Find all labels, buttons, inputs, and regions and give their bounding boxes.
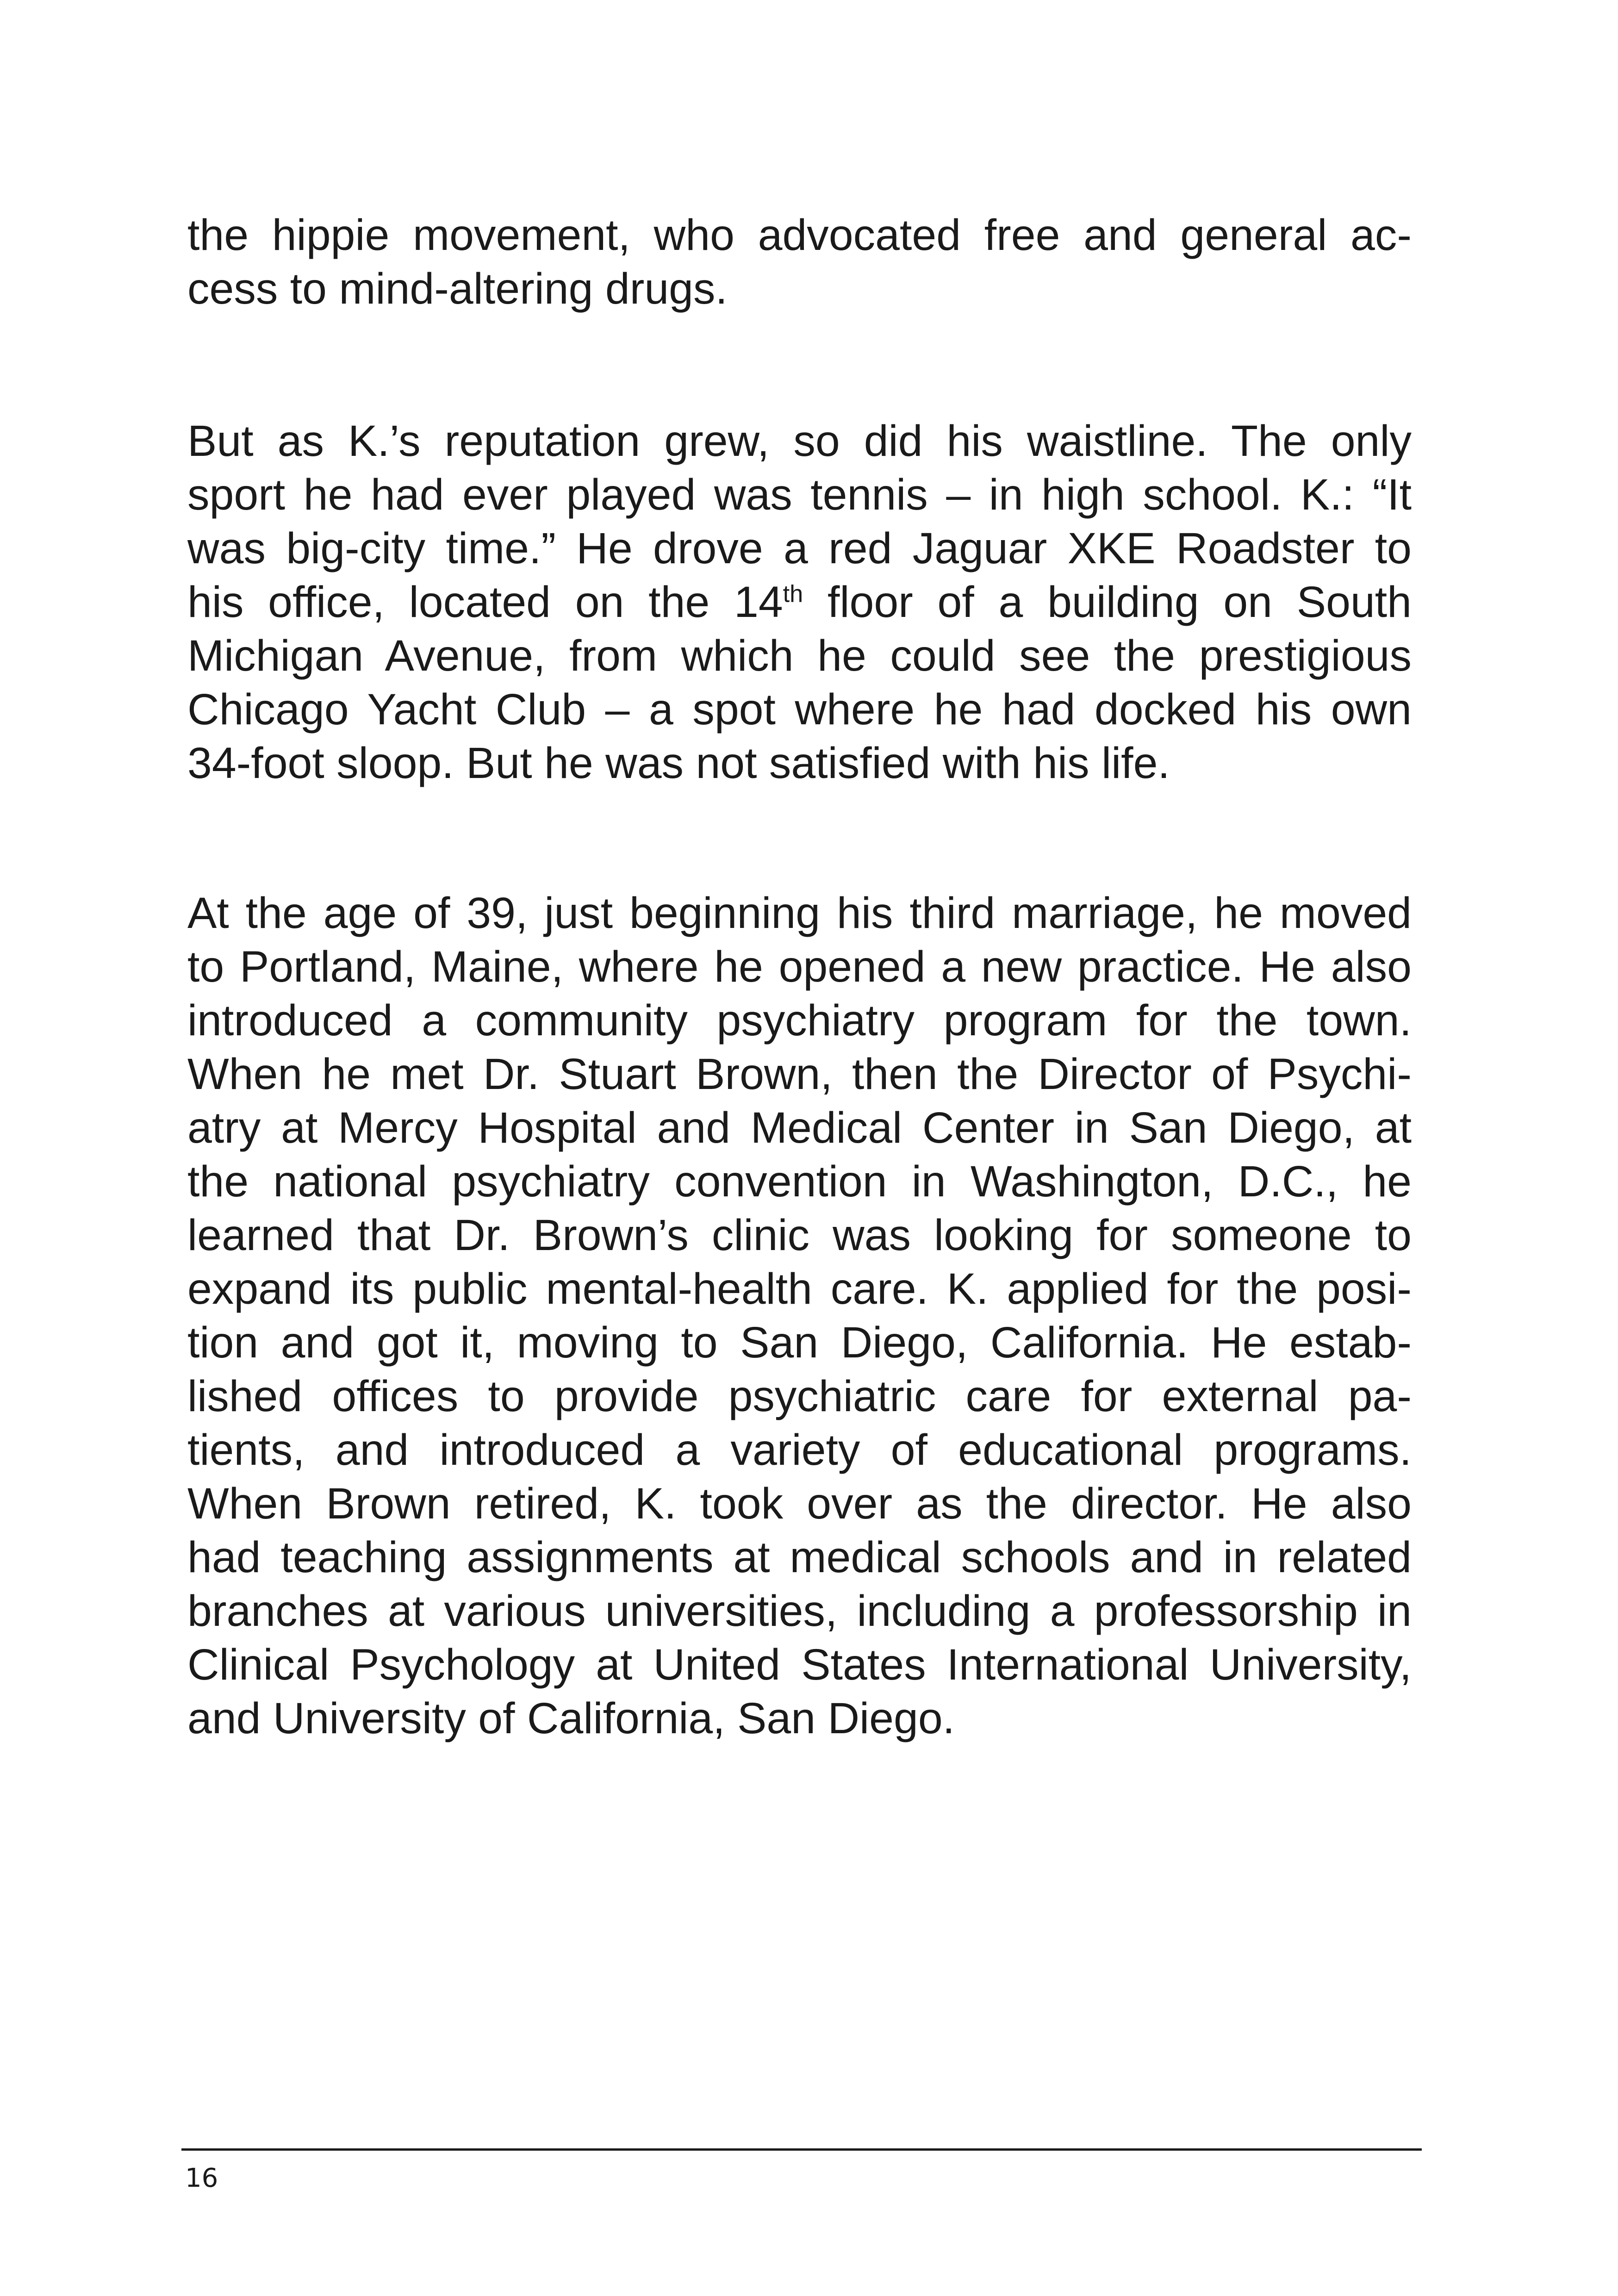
text-fragment: his office, located on the 14 [187,578,783,627]
text-line: Clinical Psychology at United States International University, [187,1640,1412,1689]
ordinal-superscript: th [783,580,803,608]
text-line: At the age of 39, just beginning his third marriage, he moved [187,889,1412,938]
text-line: and University of California, San Diego. [187,1694,955,1743]
footer-divider [181,2148,1422,2151]
paragraph-2 [187,414,1412,790]
text-line: atry at Mercy Hospital and Medical Center in San Diego, at [187,1103,1412,1152]
text-line: lished offices to provide psychiatric care for external pa- [187,1372,1412,1421]
text-line: tion and got it, moving to San Diego, California. He estab- [187,1318,1412,1367]
text-fragment: floor of a building on South [803,578,1412,627]
text-line: Chicago Yacht Club – a spot where he had docked his own [187,685,1412,734]
text-line: When Brown retired, K. took over as the director. He also [187,1479,1412,1528]
paragraph-3 [187,886,1412,1745]
text-line: sport he had ever played was tennis – in high school. K.: “It [187,470,1412,519]
text-line: branches at various universities, including a professorship in [187,1587,1412,1636]
text-line: the national psychiatry convention in Washington, D.C., he [187,1157,1412,1206]
text-line: Michigan Avenue, from which he could see the prestigious [187,631,1412,680]
paragraph-1 [187,208,1412,316]
text-line: expand its public mental-health care. K. applied for the posi- [187,1264,1412,1313]
text-line: tients, and introduced a variety of educational programs. [187,1425,1412,1475]
text-line-with-superscript [187,575,1412,629]
text-line: had teaching assignments at medical schools and in related [187,1533,1412,1582]
text-line: was big-city time.” He drove a red Jaguar XKE Roadster to [187,524,1412,573]
text-line: to Portland, Maine, where he opened a new practice. He also [187,942,1412,991]
text-line: cess to mind-altering drugs. [187,264,728,313]
text-line: learned that Dr. Brown’s clinic was looking for someone to [187,1211,1412,1260]
text-line: the hippie movement, who advocated free and general ac- [187,211,1412,260]
text-line: introduced a community psychiatry program for the town. [187,996,1412,1045]
page-number: 16 [185,2163,218,2193]
text-line: When he met Dr. Stuart Brown, then the Director of Psychi- [187,1050,1412,1099]
text-line: 34-foot sloop. But he was not satisfied with his life. [187,739,1170,788]
text-line: But as K.’s reputation grew, so did his waistline. The only [187,417,1412,466]
